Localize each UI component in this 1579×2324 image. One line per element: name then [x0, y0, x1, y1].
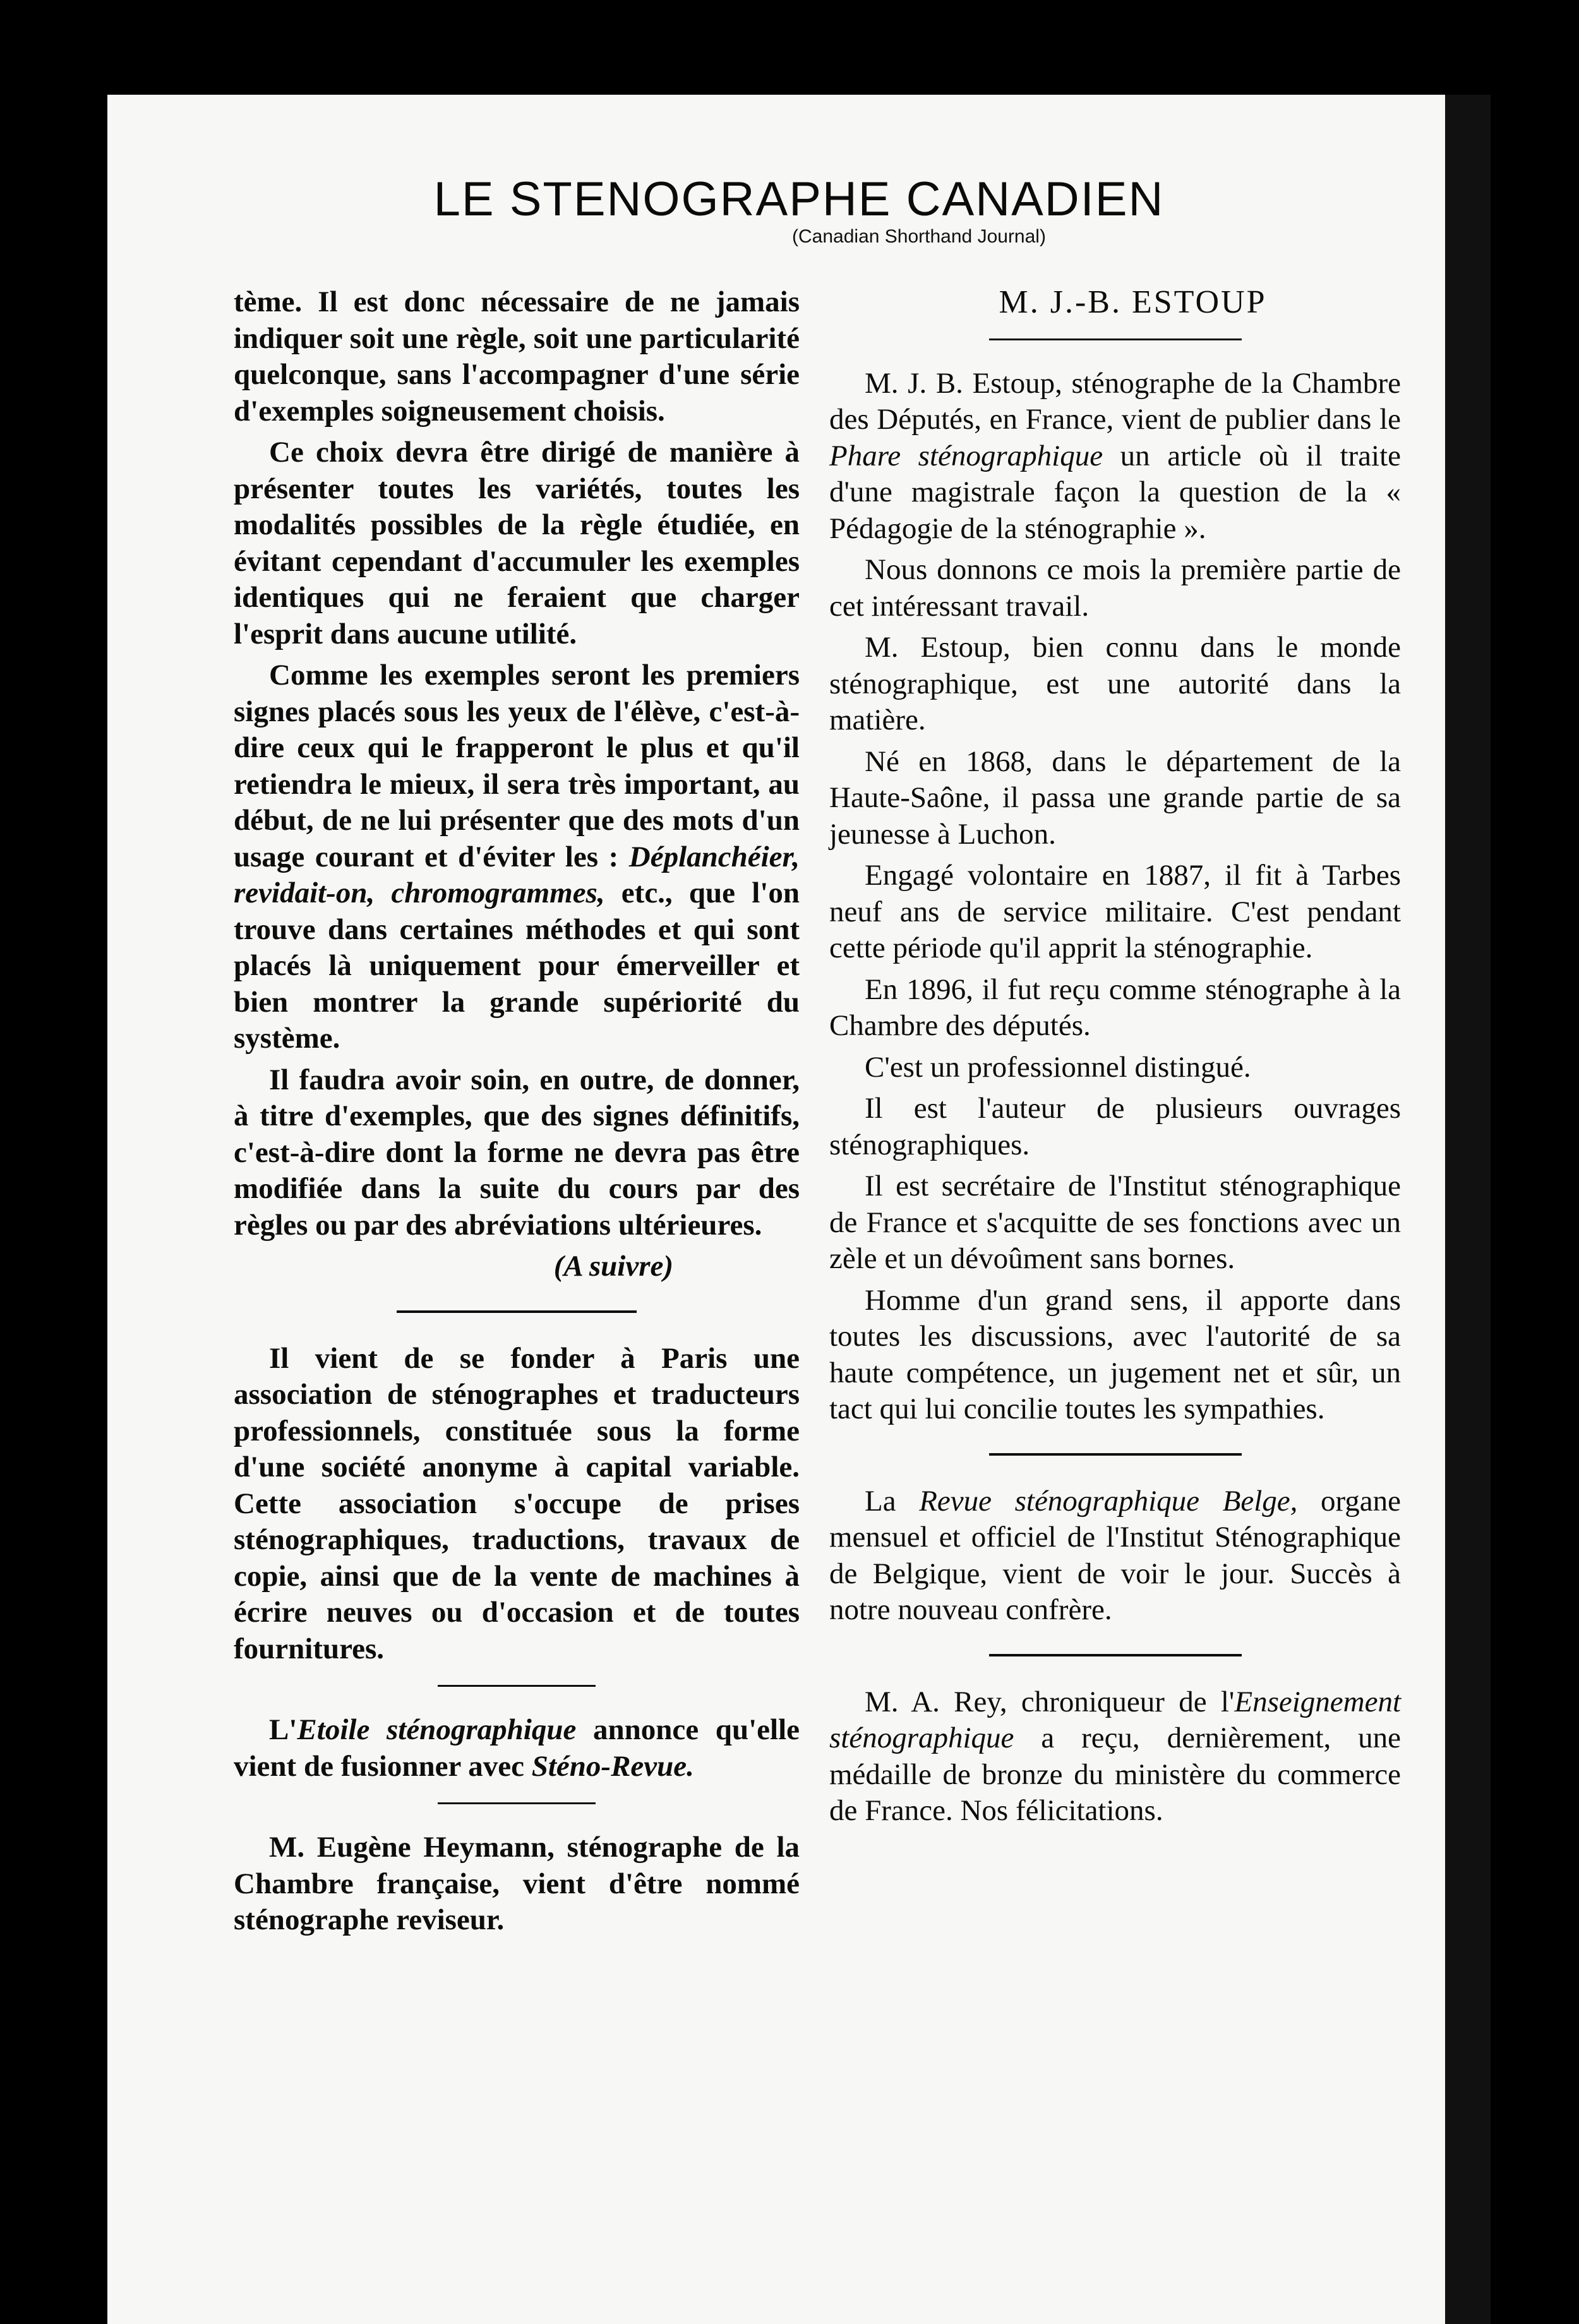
- title-underline: [989, 338, 1242, 340]
- paragraph: C'est un professionnel distingué.: [865, 1050, 1251, 1084]
- text-span: annonce qu'elle vient de fusionner avec: [234, 1713, 800, 1783]
- text-span: etc., que l'on trouve dans certaines méthodes et qui sont placés là uniquement pour émerveiller et bien montrer la grande supériorité du système.: [234, 877, 800, 1055]
- to-be-continued: (A suivre): [553, 1250, 673, 1283]
- right-column: [829, 284, 1401, 1835]
- paragraph: Il est secrétaire de l'Institut sténographique de France et s'acquitte de ses fonctions avec un zèle et un dévoûment sans bornes.: [829, 1170, 1401, 1275]
- text-span: M. A. Rey, chroniqueur de l': [865, 1685, 1235, 1718]
- text-span: un article où il traite d'une magistrale façon la question de la « Pédagogie de la sténographie ».: [829, 439, 1401, 545]
- masthead-title: LE STENOGRAPHE CANADIEN: [433, 172, 1165, 226]
- section-divider: [397, 1310, 637, 1313]
- paragraph: Homme d'un grand sens, il apporte dans toutes les discussions, avec l'autorité de sa haute compétence, un jugement net et sûr, un tact qui lui concilie toutes les sympathies.: [829, 1283, 1401, 1425]
- italic-text: Sténo-Revue.: [531, 1749, 694, 1783]
- paragraph: [234, 657, 800, 1057]
- text-span: organe mensuel et officiel de l'Institut Sténographique de Belgique, vient de voir le jour. Succès à notre nouveau confrère.: [829, 1484, 1401, 1626]
- italic-text: Etoile sténographique: [297, 1713, 577, 1746]
- page-edge-shadow: [1445, 95, 1491, 2324]
- left-column: [234, 284, 800, 1944]
- italic-text: Déplanchéier, revidait-on, chromogrammes,: [234, 840, 800, 909]
- paragraph: [234, 1712, 800, 1785]
- section-divider: [989, 1654, 1242, 1656]
- text-span: La: [865, 1484, 920, 1518]
- paragraph: M. Eugène Heymann, sténographe de la Chambre française, vient d'être nommé sténographe reviseur.: [234, 1831, 800, 1936]
- paragraph: Engagé volontaire en 1887, il fit à Tarbes neuf ans de service militaire. C'est pendant cette période qu'il apprit la sténographie.: [829, 859, 1401, 964]
- paragraph: M. Estoup, bien connu dans le monde sténographique, est une autorité dans la matière.: [829, 631, 1401, 736]
- text-span: a reçu, dernièrement, une médaille de bronze du ministère du commerce de France. Nos félicitations.: [829, 1722, 1401, 1827]
- text-span: Comme les exemples seront les premiers signes placés sous les yeux de l'élève, c'est-à-dire ceux qui le frapperont le plus et qu'il retiendra le mieux, il sera très important, au début, de ne lui présenter que des mots d'un usage courant et d'éviter les :: [234, 659, 800, 873]
- masthead-subtitle: (Canadian Shorthand Journal): [792, 226, 1046, 247]
- section-divider: [438, 1802, 596, 1804]
- paragraph: [829, 366, 1401, 548]
- section-title: M. J.-B. ESTOUP: [999, 284, 1267, 320]
- paragraph: Il faudra avoir soin, en outre, de donner, à titre d'exemples, que des signes définitifs, c'est-à-dire dont la forme ne devra pas être modifiée dans la suite du cours par des règles ou par des abréviations ultérieures.: [234, 1063, 800, 1242]
- paragraph: [829, 1684, 1401, 1830]
- paragraph: Nous donnons ce mois la première partie de cet intéressant travail.: [829, 553, 1401, 623]
- paragraph: Il vient de se fonder à Paris une association de sténographes et traducteurs professionnels, constituée sous la forme d'une société anonyme à capital variable. Cette association s'occupe de prises sténographiques, traductions, travaux de copie, ainsi que de la vente de machines à écrire neuves ou d'occasion et de toutes fournitures.: [234, 1341, 800, 1665]
- italic-text: Enseignement sténographique: [829, 1685, 1401, 1754]
- paragraph: [829, 1483, 1401, 1629]
- paragraph: tème. Il est donc nécessaire de ne jamais indiquer soit une règle, soit une particularité quelconque, sans l'accompagner d'une série d'exemples soigneusement choisis.: [234, 285, 800, 428]
- paragraph: Né en 1868, dans le département de la Haute-Saône, il passa une grande partie de sa jeunesse à Luchon.: [829, 745, 1401, 851]
- journal-page: [107, 95, 1491, 2324]
- italic-text: Phare sténographique: [829, 439, 1103, 472]
- text-span: M. J. B. Estoup, sténographe de la Chambre des Députés, en France, vient de publier dans le: [829, 366, 1401, 436]
- paragraph: En 1896, il fut reçu comme sténographe à la Chambre des députés.: [829, 973, 1401, 1042]
- paragraph: Il est l'auteur de plusieurs ouvrages sténographiques.: [829, 1092, 1401, 1161]
- section-divider: [438, 1685, 596, 1687]
- section-divider: [989, 1453, 1242, 1456]
- text-span: L': [269, 1713, 297, 1746]
- paragraph: Ce choix devra être dirigé de manière à présenter toutes les variétés, toutes les modalités possibles de la règle étudiée, en évitant cependant d'accumuler les exemples identiques qui ne feraient que charger l'esprit dans aucune utilité.: [234, 436, 800, 650]
- italic-text: Revue sténographique Belge,: [919, 1484, 1298, 1518]
